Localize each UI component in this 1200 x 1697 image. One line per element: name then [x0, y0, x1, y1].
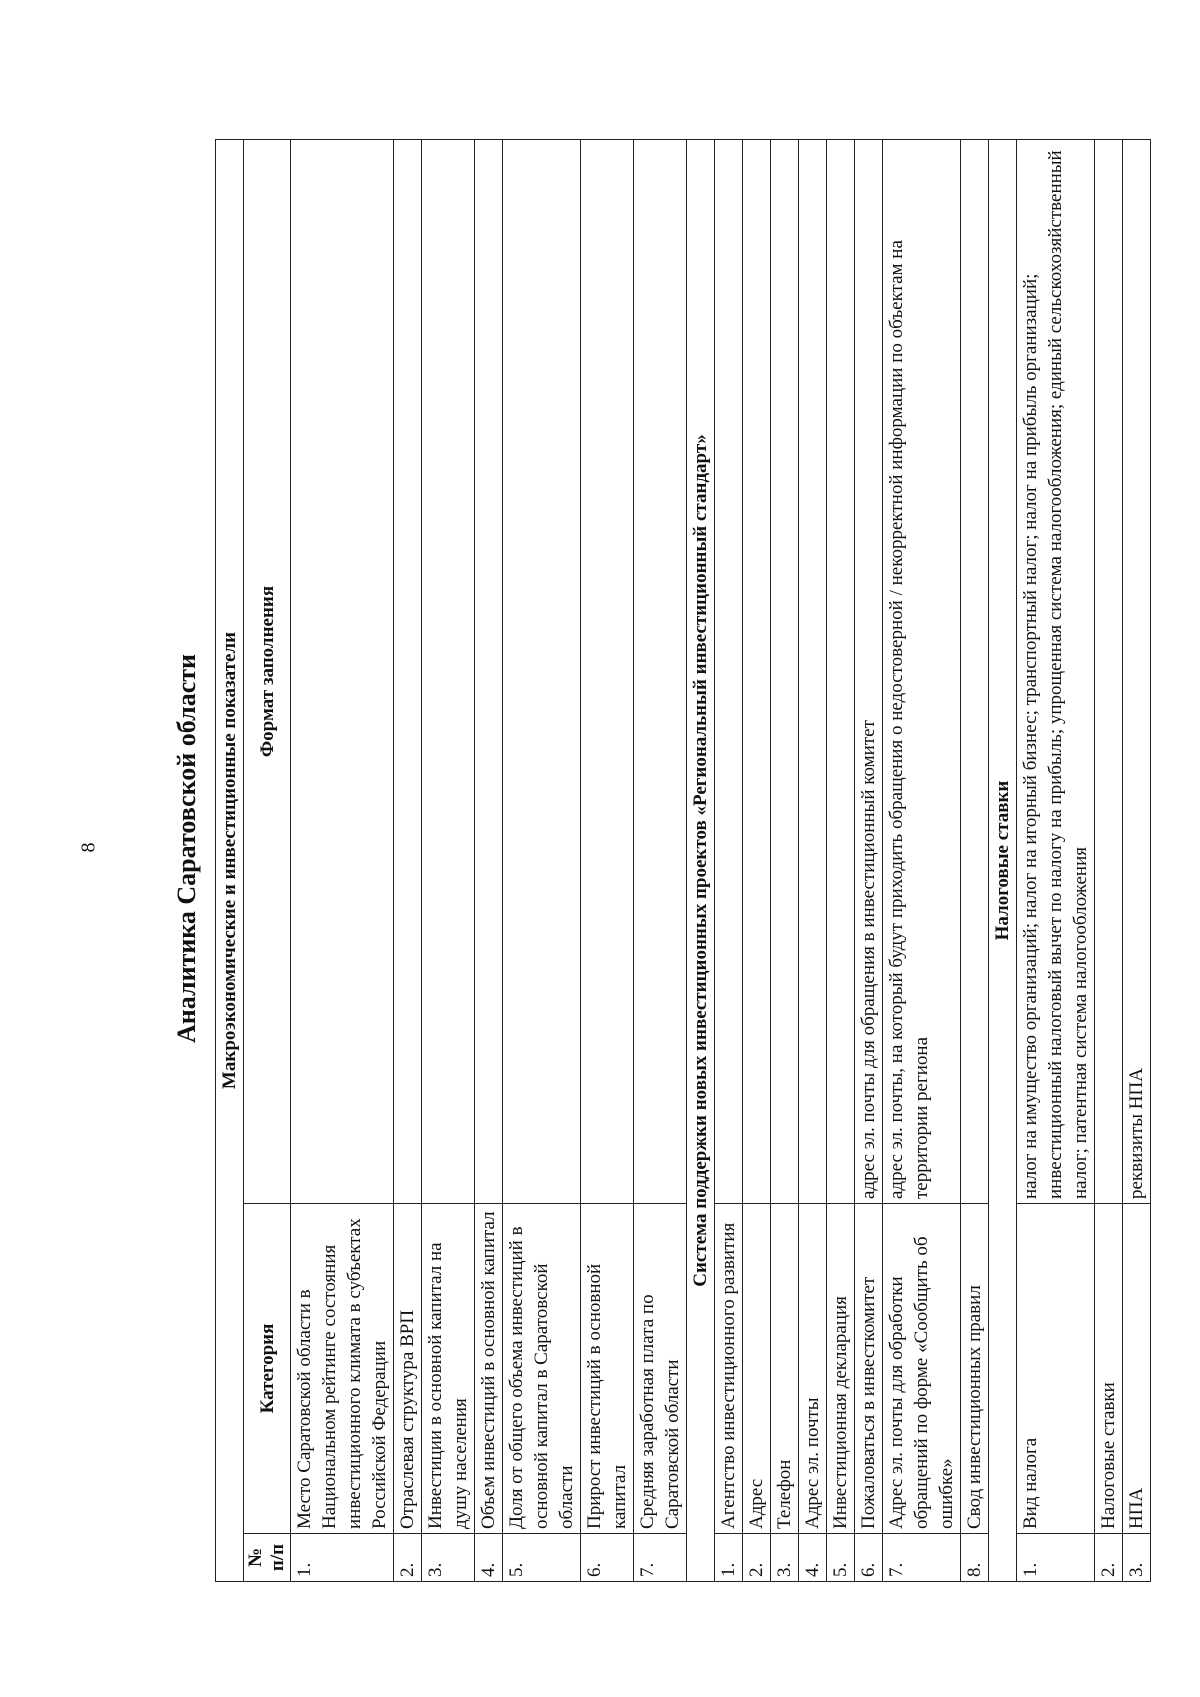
- row-format: [394, 140, 422, 1204]
- table-row: [503, 140, 581, 1582]
- table-row: [799, 140, 827, 1582]
- row-category: Прирост инвестиций в основной капитал: [581, 1204, 634, 1534]
- table-row: [1123, 140, 1151, 1582]
- row-category: Место Саратовской области в Национальном рейтинге состояния инвестиционного климата в субъектах Российской Федерации: [291, 1204, 394, 1534]
- row-number: 2.: [1095, 1534, 1123, 1582]
- table-row: [827, 140, 855, 1582]
- row-number: 5.: [503, 1534, 581, 1582]
- row-format: налог на имущество организаций; налог на игорный бизнес; транспортный налог; налог на прибыль организаций; инвестиционный налоговый вычет по налогу на прибыль; упрощенная система налогообложения; единый сельскохозяйственный налог; патентная система налогообложения: [1017, 140, 1095, 1204]
- row-category: НПА: [1123, 1204, 1151, 1534]
- row-number: 3.: [1123, 1534, 1151, 1582]
- row-number: 3.: [422, 1534, 475, 1582]
- row-number: 3.: [771, 1534, 799, 1582]
- row-format: [743, 140, 771, 1204]
- row-category: Инвестиции в основной капитал на душу населения: [422, 1204, 475, 1534]
- row-format: [422, 140, 475, 1204]
- table-row: [581, 140, 634, 1582]
- table-row: [394, 140, 422, 1582]
- row-format: [715, 140, 743, 1204]
- row-category: Объем инвестиций в основной капитал: [475, 1204, 503, 1534]
- row-number: 5.: [827, 1534, 855, 1582]
- row-category: Отраслевая структура ВРП: [394, 1204, 422, 1534]
- row-category: Адрес: [743, 1204, 771, 1534]
- table-row: [1017, 140, 1095, 1582]
- table-row: [715, 140, 743, 1582]
- row-category: Пожаловаться в инвесткомитет: [855, 1204, 883, 1534]
- table-row: [883, 140, 961, 1582]
- row-category: Телефон: [771, 1204, 799, 1534]
- column-header-format: Формат заполнения: [244, 140, 291, 1204]
- row-format: адрес эл. почты, на который будут приходить обращения о недостоверной / некорректной информации по объектам на территории региона: [883, 140, 961, 1204]
- row-number: 4.: [475, 1534, 503, 1582]
- row-category: Вид налога: [1017, 1204, 1095, 1534]
- row-category: Налоговые ставки: [1095, 1204, 1123, 1534]
- table-row: [743, 140, 771, 1582]
- table-row: [475, 140, 503, 1582]
- section-title: Система поддержки новых инвестиционных проектов «Региональный инвестиционный стандарт»: [687, 140, 715, 1582]
- header-row: [244, 140, 291, 1582]
- row-format: [475, 140, 503, 1204]
- table-row: [634, 140, 687, 1582]
- row-number: 2.: [743, 1534, 771, 1582]
- column-header-category: Категория: [244, 1204, 291, 1534]
- row-number: 8.: [961, 1534, 989, 1582]
- row-category: Агентство инвестиционного развития: [715, 1204, 743, 1534]
- row-number: 4.: [799, 1534, 827, 1582]
- document-title: Аналитика Саратовской области: [172, 654, 201, 1043]
- row-category: Инвестиционная декларация: [827, 1204, 855, 1534]
- analytics-table: [215, 139, 1151, 1582]
- row-format: [771, 140, 799, 1204]
- section-row: [216, 140, 244, 1582]
- section-title: Макроэкономические и инвестиционные показатели: [216, 140, 244, 1582]
- row-format: [503, 140, 581, 1204]
- page-number: 8: [77, 842, 100, 853]
- table-row: [961, 140, 989, 1582]
- row-number: 7.: [634, 1534, 687, 1582]
- table-row: [771, 140, 799, 1582]
- row-format: адрес эл. почты для обращения в инвестиционный комитет: [855, 140, 883, 1204]
- row-number: 1.: [1017, 1534, 1095, 1582]
- row-format: [961, 140, 989, 1204]
- row-category: Средняя заработная плата по Саратовской области: [634, 1204, 687, 1534]
- section-title: Налоговые ставки: [989, 140, 1017, 1582]
- table-row: [422, 140, 475, 1582]
- row-format: [581, 140, 634, 1204]
- column-header-number: № п/п: [244, 1534, 291, 1582]
- row-format: [827, 140, 855, 1204]
- row-number: 1.: [291, 1534, 394, 1582]
- row-number: 7.: [883, 1534, 961, 1582]
- section-row: [687, 140, 715, 1582]
- row-format: [634, 140, 687, 1204]
- table-row: [1095, 140, 1123, 1582]
- row-number: 2.: [394, 1534, 422, 1582]
- row-category: Свод инвестиционных правил: [961, 1204, 989, 1534]
- row-category: Адрес эл. почты для обработки обращений по форме «Сообщить об ошибке»: [883, 1204, 961, 1534]
- row-number: 6.: [855, 1534, 883, 1582]
- row-category: Доля от общего объема инвестиций в основной капитал в Саратовской области: [503, 1204, 581, 1534]
- row-number: 1.: [715, 1534, 743, 1582]
- row-category: Адрес эл. почты: [799, 1204, 827, 1534]
- table-row: [291, 140, 394, 1582]
- row-format: реквизиты НПА: [1123, 140, 1151, 1204]
- row-format: [1095, 140, 1123, 1204]
- section-row: [989, 140, 1017, 1582]
- row-format: [291, 140, 394, 1204]
- table-body: [216, 140, 1151, 1582]
- table-row: [855, 140, 883, 1582]
- row-format: [799, 140, 827, 1204]
- row-number: 6.: [581, 1534, 634, 1582]
